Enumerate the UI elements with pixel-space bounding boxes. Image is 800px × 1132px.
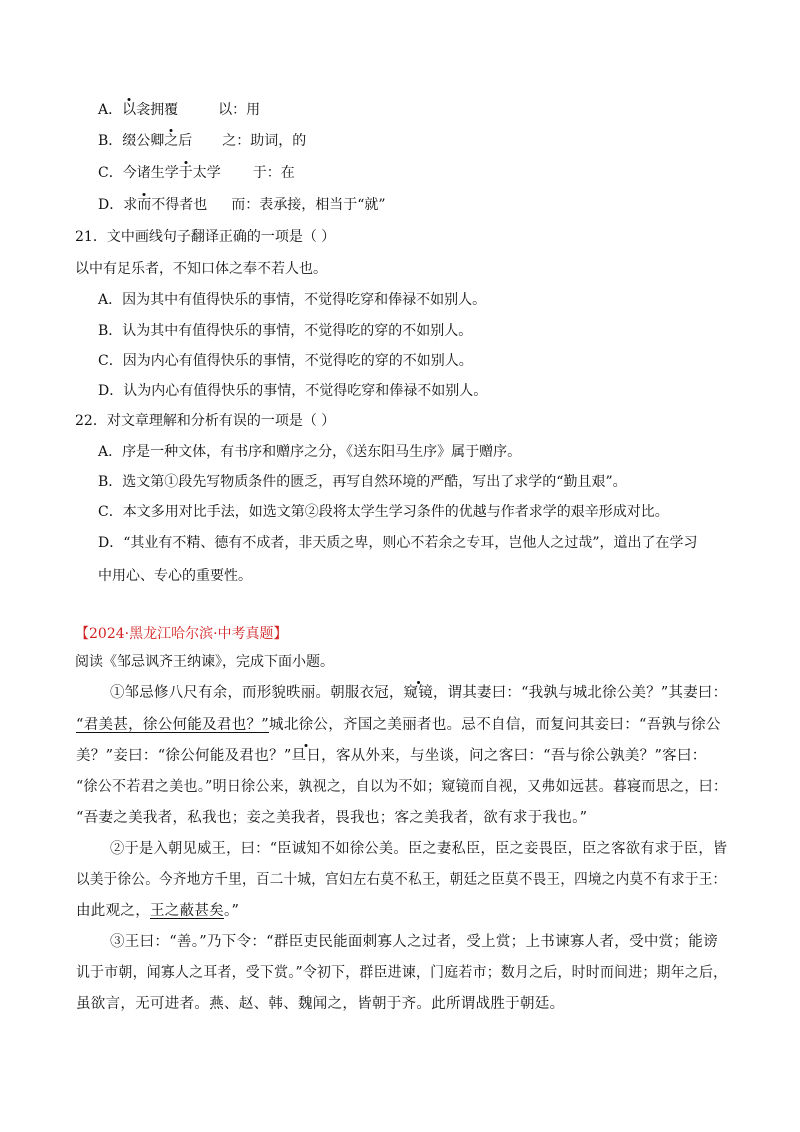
source-tag: 【2024·黑龙江哈尔滨·中考真题】: [75, 626, 288, 642]
passage-p1-line1: [110, 683, 727, 703]
option-text: 今诸生学: [122, 165, 179, 181]
passage-p3-line3: 虽欲言，无可进者。燕、赵、韩、魏闻之，皆朝于齐。此所谓战胜于朝廷。: [76, 996, 565, 1012]
option-text: 太学: [192, 165, 221, 181]
q21-sentence: 以中有足乐者，不知口体之奉不若人也。: [75, 261, 327, 277]
option-text: 衾拥覆: [136, 102, 179, 118]
q21-option-d: D．认为内心有值得快乐的事情，不觉得吃穿和俸禄不如别人。: [98, 383, 488, 399]
q22-option-c: C．本文多用对比手法，如选文第②段将太学生学习条件的优越与作者求学的艰辛形成对比。: [98, 504, 669, 520]
q22-option-b: B．选文第①段先写物质条件的匮乏，再写自然环境的严酷，写出了求学的“勤且艰”。: [98, 474, 627, 490]
emphasis-word: 窥镜: [403, 685, 434, 701]
q21-option-c: C．因为内心有值得快乐的事情，不觉得吃的穿的不如别人。: [98, 353, 473, 369]
option-letter: D．: [98, 197, 124, 213]
passage-p2-line3: [76, 901, 239, 921]
option-text: 后: [178, 133, 193, 149]
q22-stem: 22．对文章理解和分析有误的一项是（ ）: [75, 413, 336, 429]
reading-intro: 阅读《邹忌讽齐王纳谏》，完成下面小题。: [75, 654, 334, 670]
passage-text: ①邹忌修八尺有余，而形貌昳丽。朝服衣冠，: [110, 685, 404, 701]
passage-p2-line1: ②于是入朝见威王，曰：“臣诚知不如徐公美。臣之妻私臣，臣之妾畏臣，臣之客欲有求于臣，皆: [110, 841, 728, 857]
passage-text: ，谓其妻曰：“我孰与城北徐公美？”其妻曰：: [433, 685, 728, 701]
q22-option-a: A．序是一种文体，有书序和赠序之分，《送东阳马生序》属于赠序。: [98, 444, 522, 460]
passage-p2-line2: 以美于徐公。今齐地方千里，百二十城，宫妇左右莫不私王，朝廷之臣莫不畏王，四境之内莫不有求于王：: [76, 872, 727, 888]
option-letter: A．: [98, 102, 123, 118]
passage-p1-line4: “徐公不若君之美也。”明日徐公来，孰视之，自以为不如；窥镜而自视，又弗如远甚。暮寝而思之，曰：: [76, 779, 728, 795]
passage-text: 美？”妾曰：“徐公何能及君也？”: [76, 748, 292, 764]
option-note: 之：助词，的: [222, 133, 307, 149]
q20-option-b: [98, 131, 306, 151]
option-letter: B．: [98, 133, 123, 149]
emphasis-char: 于: [178, 165, 193, 181]
passage-p3-line1: ③王曰：“善。”乃下令：“群臣吏民能面刺寡人之过者，受上赏；上书谏寡人者，受中赏；能谤: [110, 934, 718, 950]
option-note: 以：用: [218, 102, 261, 118]
q21-stem: 21．文中画线句子翻译正确的一项是（ ）: [75, 229, 336, 245]
underlined-sentence: “君美甚，徐公何能及君也？”: [76, 717, 270, 733]
q22-option-d-continued: 中用心、专心的重要性。: [98, 568, 252, 584]
option-text: 不得者也: [151, 197, 208, 213]
passage-text: ，客从外来，与坐谈，问之客曰：“吾与徐公孰美？”客曰：: [321, 748, 707, 764]
emphasis-char: 以: [122, 102, 137, 118]
q21-option-b: B．认为其中有值得快乐的事情，不觉得吃的穿的不如别人。: [98, 323, 473, 339]
passage-text: 由此观之，: [76, 903, 150, 919]
q20-option-a: [98, 100, 260, 120]
option-text: 求: [123, 197, 138, 213]
passage-text: 城北徐公，齐国之美丽者也。忌不自信，而复问其妾曰：“吾孰与徐公: [269, 717, 721, 733]
passage-p1-line2: [76, 715, 721, 735]
option-note: 而：表承接，相当于“就”: [231, 197, 386, 213]
q20-option-c: [98, 163, 295, 183]
q22-option-d: D．“其业有不精、德有不成者，非天质之卑，则心不若余之专耳，岂他人之过哉”，道出了在学习: [98, 535, 698, 551]
emphasis-word: 旦日: [291, 748, 322, 764]
emphasis-char: 之: [164, 133, 179, 149]
option-note: 于：在: [252, 165, 295, 181]
passage-p1-line3: [76, 746, 707, 766]
underlined-sentence: 王之蔽甚矣: [150, 903, 224, 919]
emphasis-char: 而: [137, 197, 152, 213]
passage-text: 。”: [224, 903, 240, 919]
option-text: 缀公卿: [122, 133, 165, 149]
q20-option-d: [98, 195, 386, 215]
option-letter: C．: [98, 165, 123, 181]
q21-option-a: A．因为其中有值得快乐的事情，不觉得吃穿和俸禄不如别人。: [98, 292, 487, 308]
passage-p3-line2: 讥于市朝，闻寡人之耳者，受下赏。”令初下，群臣进谏，门庭若市；数月之后，时时而间进；期年之后，: [76, 965, 728, 981]
passage-p1-line5: “吾妻之美我者，私我也；妾之美我者，畏我也；客之美我者，欲有求于我也。”: [76, 810, 588, 826]
